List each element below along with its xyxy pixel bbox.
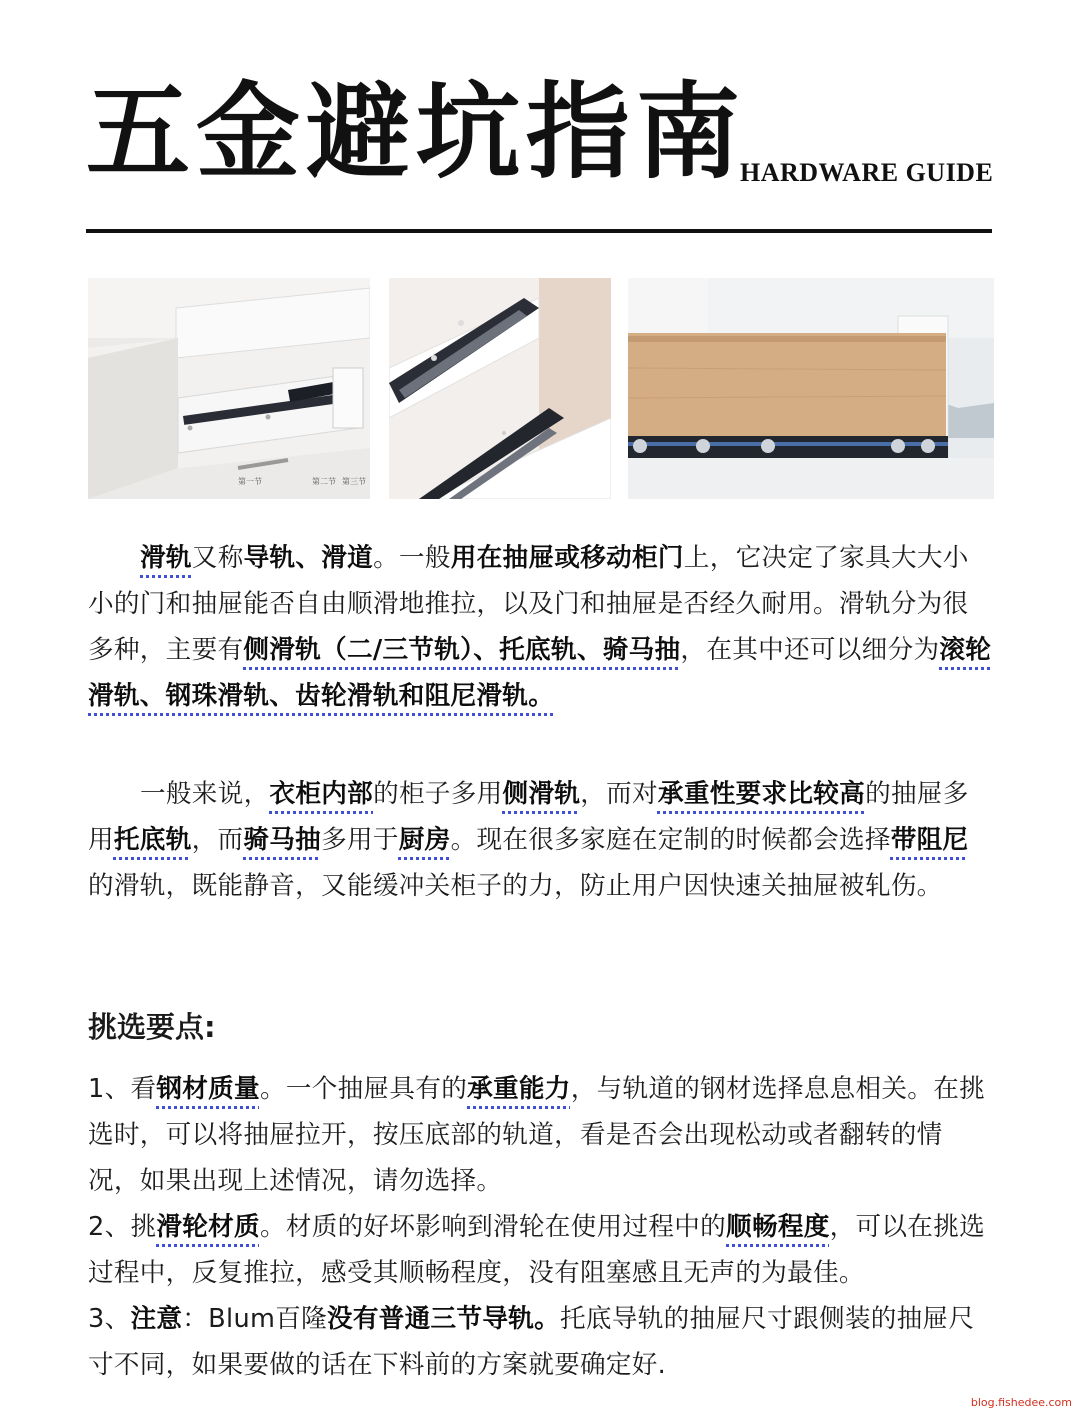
term-wardrobe-inner: 衣柜内部 [269,779,374,809]
term-alt-names: 导轨、滑道 [243,543,374,573]
term-notice: 注意 [130,1304,183,1334]
rail-caption-first: 第一节 [238,477,262,486]
tips-list [88,1066,993,1388]
term-kitchen: 厨房 [398,825,451,855]
term-load-bearing: 承重性要求比较高 [657,779,866,809]
term-undermount-rail: 托底轨 [113,825,192,855]
rail-caption-second: 第二节 [312,477,336,486]
term-no-three-section: 没有普通三节导轨。 [326,1304,561,1334]
side-rail-drawer-photo [88,278,370,499]
undermount-drawer-photo [628,278,994,499]
rail-closeup-photo [389,278,611,499]
tip-item-1: 1、看钢材质量。一个抽屉具有的承重能力，与轨道的钢材选择息息相关。在挑选时，可以将抽屉拉开，按压底部的轨道，看是否会出现松动或者翻转的情况，如果出现上述情况，请勿选择。 [88,1074,985,1196]
intro-paragraph-1: 滑轨又称导轨、滑道。一般用在抽屉或移动柜门上，它决定了家具大大小小的门和抽屉能否自由顺滑地推拉，以及门和抽屉是否经久耐用。滑轨分为很多种，主要有侧滑轨（二/三节轨）、托底轨、骑马抽，在其中还可以细分为滚轮滑轨、钢珠滑轨、齿轮滑轨和阻尼滑轨。 [88,543,992,711]
term-steel-quality: 钢材质量 [156,1074,260,1104]
term-load-capacity: 承重能力 [467,1074,571,1104]
term-smoothness: 顺畅程度 [726,1212,830,1242]
term-riding-drawer: 骑马抽 [243,825,322,855]
watermark: blog.fishedee.com [970,1396,1072,1409]
title-divider [86,229,992,233]
tip-item-2: 2、挑滑轮材质。材质的好坏影响到滑轮在使用过程中的顺畅程度，可以在挑选过程中，反复推拉，感受其顺畅程度，没有阻塞感且无声的为最佳。 [88,1212,985,1288]
term-rail-kinds: 滚轮滑轨、钢珠滑轨、齿轮滑轨和阻尼滑轨。 [88,635,992,711]
page-subtitle: HARDWARE GUIDE [740,158,994,187]
term-slide-rail: 滑轨 [140,543,192,573]
term-damper: 带阻尼 [890,825,969,855]
tip-item-3: 3、注意：Blum百隆没有普通三节导轨。托底导轨的抽屉尺寸跟侧装的抽屉尺寸不同，如果要做的话在下料前的方案就要确定好. [88,1304,975,1380]
term-side-rail: 侧滑轨 [502,779,581,809]
tips-heading: 挑选要点: [88,1010,216,1044]
term-rail-types: 侧滑轨（二/三节轨）、托底轨、骑马抽 [243,635,681,665]
intro-paragraph-2: 一般来说，衣柜内部的柜子多用侧滑轨，而对承重性要求比较高的抽屉多用托底轨，而骑马抽多用于厨房。现在很多家庭在定制的时候都会选择带阻尼的滑轨，既能静音，又能缓冲关柜子的力，防止用户因快速关抽屉被轧伤。 [88,779,969,901]
term-usage: 用在抽屉或移动柜门 [450,543,684,573]
term-pulley-material: 滑轮材质 [156,1212,260,1242]
rail-caption-third: 第三节 [342,477,366,486]
page-title: 五金避坑指南 [86,70,747,193]
